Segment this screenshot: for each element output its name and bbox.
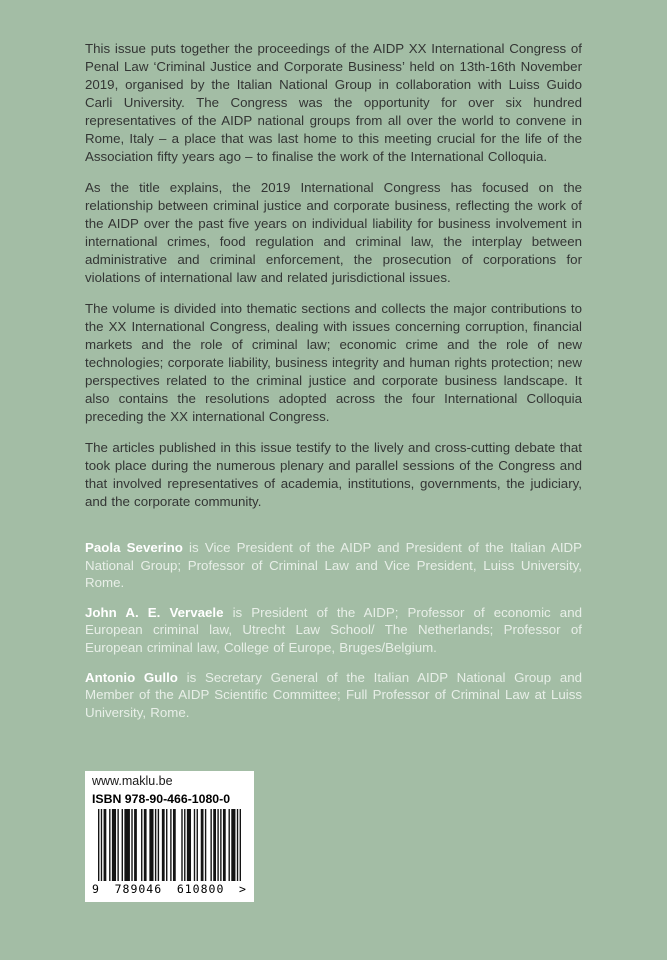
barcode-suffix-arrow: > [239,882,247,896]
author-bio-text: is President of the AIDP; Professor of economic and European criminal law, Utrecht Law School/ The Netherlands; Professor of European criminal law, College of Europe, Bruges/Belgium. [85,604,582,655]
author-bio-gullo [85,669,582,722]
barcode-first-digit: 9 [92,882,100,896]
isbn-block [85,771,254,902]
barcode-bars-icon [98,809,241,881]
author-name: John A. E. Vervaele [85,604,224,620]
blurb-section [85,40,582,511]
author-bio-vervaele [85,604,582,657]
blurb-paragraph-3: The volume is divided into thematic sections and collects the major contributions to the XX International Congress, dealing with issues concerning corruption, financial markets and the role of criminal law; economic crime and the role of new technologies; corporate liability, business integrity and human rights protection; new perspectives related to the criminal justice and corporate business landscape. It also contains the resolutions adopted across the four International Colloquia preceding the XX international Congress. [85,301,582,424]
isbn-label: ISBN 978-90-466-1080-0 [92,792,231,806]
author-name: Antonio Gullo [85,669,178,685]
author-bio-text: is Vice President of the AIDP and President of the Italian AIDP National Group; Professor of Criminal Law and Vice President, Luiss University, Rome. [85,540,582,591]
back-cover-content [85,40,582,733]
author-bios-section [85,539,582,721]
author-bio-severino [85,539,582,592]
barcode [92,809,247,896]
barcode-group-1: 789046 [114,882,163,896]
barcode-digits-row [92,882,247,896]
blurb-paragraph-4: The articles published in this issue testify to the lively and cross-cutting debate that took place during the numerous plenary and parallel sessions of the Congress and that involved representatives of academia, institutions, governments, the judiciary, and the corporate community. [85,440,582,509]
author-name: Paola Severino [85,540,183,555]
blurb-paragraph-2: As the title explains, the 2019 International Congress has focused on the relationship between criminal justice and corporate business, reflecting the work of the AIDP over the past five years on individual liability for business involvement in international crimes, food regulation and criminal law, the interplay between administrative and criminal enforcement, the prosecution of corporations for violations of international law and related jurisdictional issues. [85,180,582,285]
blurb-paragraph-1: This issue puts together the proceedings of the AIDP XX International Congress of Penal Law ‘Criminal Justice and Corporate Business’ held on 13th-16th November 2019, organised by the Italian National Group in collaboration with Luiss Guido Carli University. The Congress was the opportunity for over six hundred representatives of the AIDP national groups from all over the world to convene in Rome, Italy – a place that was last home to this meeting crucial for the life of the Association fifty years ago – to finalise the work of the International Colloquia. [85,41,582,164]
publisher-website: www.maklu.be [92,774,173,788]
author-bio-text: is Secretary General of the Italian AIDP National Group and Member of the AIDP Scientific Committee; Full Professor of Criminal Law at Luiss University, Rome. [85,669,583,720]
barcode-group-2: 610800 [176,882,225,896]
